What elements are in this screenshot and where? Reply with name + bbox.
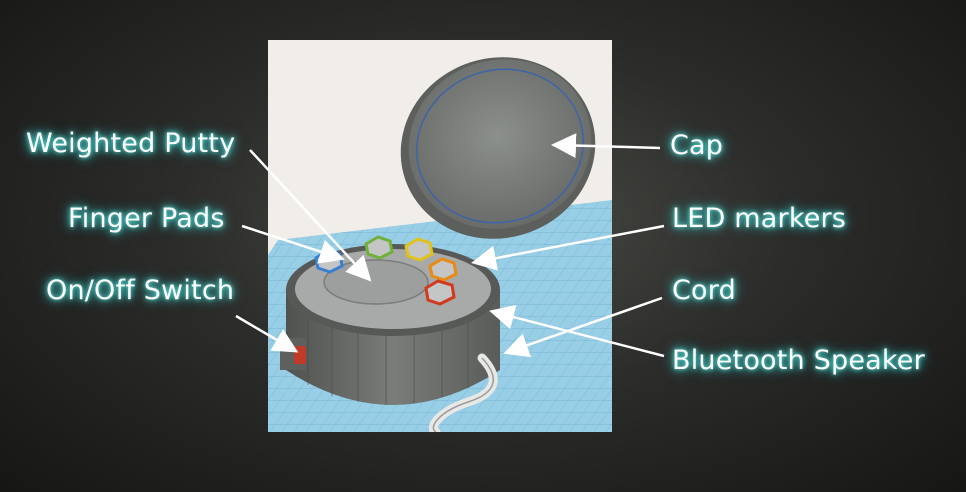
arrow-led-markers (476, 226, 664, 262)
arrow-weighted-putty (250, 150, 368, 278)
arrow-bluetooth-speaker (494, 312, 664, 356)
arrow-cord (508, 298, 662, 352)
arrow-on-off-switch (236, 316, 294, 350)
label-led-markers: LED markers (672, 203, 847, 234)
label-finger-pads: Finger Pads (68, 203, 225, 234)
label-weighted-putty: Weighted Putty (26, 128, 236, 159)
label-cord: Cord (672, 275, 736, 306)
label-on-off-switch: On/Off Switch (46, 275, 235, 306)
label-bluetooth-speaker: Bluetooth Speaker (672, 345, 925, 376)
arrow-cap (556, 145, 660, 148)
label-cap: Cap (670, 130, 724, 161)
